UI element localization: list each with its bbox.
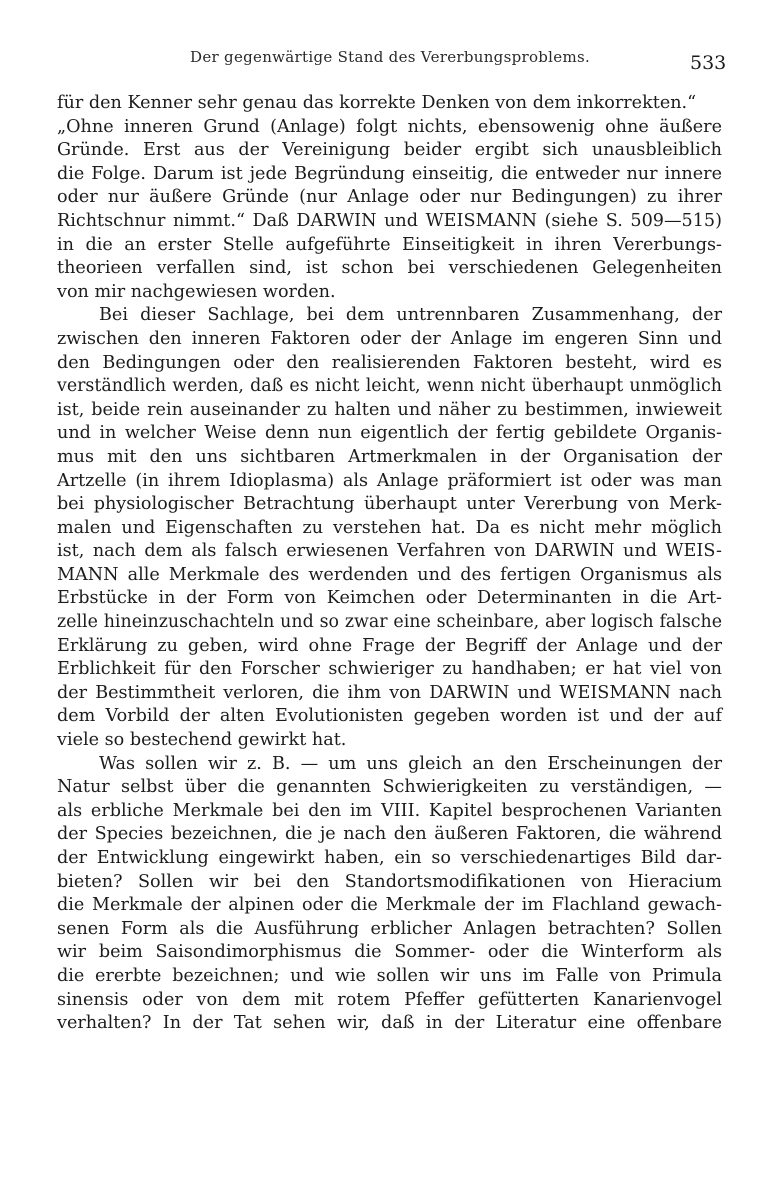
text-line: „Ohne inneren Grund (Anlage) folgt nichts, ebensowenig ohne äußere <box>57 116 722 137</box>
text-line: Erbstücke in der Form von Keimchen oder Determinanten in die Art- <box>57 588 722 609</box>
text-line: Bei dieser Sachlage, bei dem untrennbaren Zusammenhang, der <box>99 305 722 326</box>
text-line: die Merkmale der alpinen oder die Merkmale der im Flachland gewach- <box>57 895 722 916</box>
text-line: in die an erster Stelle aufgeführte Einseitigkeit in ihren Vererbungs- <box>57 234 722 255</box>
text-line: zelle hineinzuschachteln und so zwar eine scheinbare, aber logisch falsche <box>57 612 722 633</box>
text-line: der Entwicklung eingewirkt haben, ein so verschiedenartiges Bild dar- <box>57 848 722 868</box>
text-line: bei physiologischer Betrachtung überhaupt unter Vererbung von Merk- <box>57 494 722 515</box>
text-line: dem Vorbild der alten Evolutionisten gegeben worden ist und der auf <box>57 706 722 727</box>
text-line: die ererbte bezeichnen; und wie sollen wir uns im Falle von Primula <box>57 965 722 986</box>
text-line: verhalten? In der Tat sehen wir, daß in der Literatur eine offenbare <box>57 1013 722 1034</box>
text-line: die Folge. Darum ist jede Begründung einseitig, die entweder nur innere <box>57 163 722 184</box>
text-line: bieten? Sollen wir bei den Standortsmodifikationen von Hieracium <box>57 871 722 892</box>
text-line: für den Kenner sehr genau das korrekte Denken von dem inkorrekten.“ <box>57 93 697 113</box>
text-line: verständlich werden, daß es nicht leicht, wenn nicht überhaupt unmöglich <box>57 376 722 397</box>
text-line: der Species bezeichnen, die je nach den äußeren Faktoren, die während <box>57 824 722 845</box>
text-line: mus mit den uns sichtbaren Artmerkmalen in der Organisation der <box>57 446 722 467</box>
text-line: oder nur äußere Gründe (nur Anlage oder nur Bedingungen) zu ihrer <box>57 187 722 208</box>
text-line: Was sollen wir z. B. — um uns gleich an den Erscheinungen der <box>99 753 722 774</box>
running-title: Der gegenwärtige Stand des Vererbungsproblems. <box>190 48 591 66</box>
text-line: wir beim Saisondimorphismus die Sommer- oder die Winterform als <box>57 942 722 963</box>
text-line: Erklärung zu geben, wird ohne Frage der Begriff der Anlage und der <box>57 635 722 656</box>
text-line: Richtschnur nimmt.“ Daß DARWIN und WEISMANN (siehe S. 509—515) <box>57 210 722 231</box>
page-number: 533 <box>690 52 727 74</box>
text-line: von mir nachgewiesen worden. <box>57 281 336 302</box>
text-line: ist, beide rein auseinander zu halten und näher zu bestimmen, inwieweit <box>57 399 722 420</box>
text-line: viele so bestechend gewirkt hat. <box>57 730 347 751</box>
body-text <box>57 92 722 1036</box>
text-line: Natur selbst über die genannten Schwierigkeiten zu verständigen, — <box>57 777 722 798</box>
text-line: als erbliche Merkmale bei den im VIII. Kapitel besprochenen Varianten <box>57 800 722 821</box>
text-line: theorieen verfallen sind, ist schon bei verschiedenen Gelegenheiten <box>57 258 722 279</box>
text-line: der Bestimmtheit verloren, die ihm von DARWIN und WEISMANN nach <box>57 682 722 703</box>
text-line: den Bedingungen oder den realisierenden Faktoren besteht, wird es <box>57 352 722 373</box>
text-line: zwischen den inneren Faktoren oder der Anlage im engeren Sinn und <box>57 328 722 349</box>
text-line: Artzelle (in ihrem Idioplasma) als Anlage präformiert ist oder was man <box>57 470 722 491</box>
text-line: senen Form als die Ausführung erblicher Anlagen betrachten? Sollen <box>57 918 722 939</box>
text-line: ist, nach dem als falsch erwiesenen Verfahren von DARWIN und WEIS- <box>57 541 722 562</box>
text-line: MANN alle Merkmale des werdenden und des fertigen Organismus als <box>57 564 722 585</box>
text-line: sinensis oder von dem mit rotem Pfeffer gefütterten Kanarienvogel <box>57 989 722 1010</box>
text-line: und in welcher Weise denn nun eigentlich der fertig gebildete Organis- <box>57 423 722 444</box>
text-line: malen und Eigenschaften zu verstehen hat. Da es nicht mehr möglich <box>57 517 722 538</box>
text-line: Erblichkeit für den Forscher schwieriger zu handhaben; er hat viel von <box>57 659 722 680</box>
text-line: Gründe. Erst aus der Vereinigung beider ergibt sich unausbleiblich <box>57 140 722 161</box>
